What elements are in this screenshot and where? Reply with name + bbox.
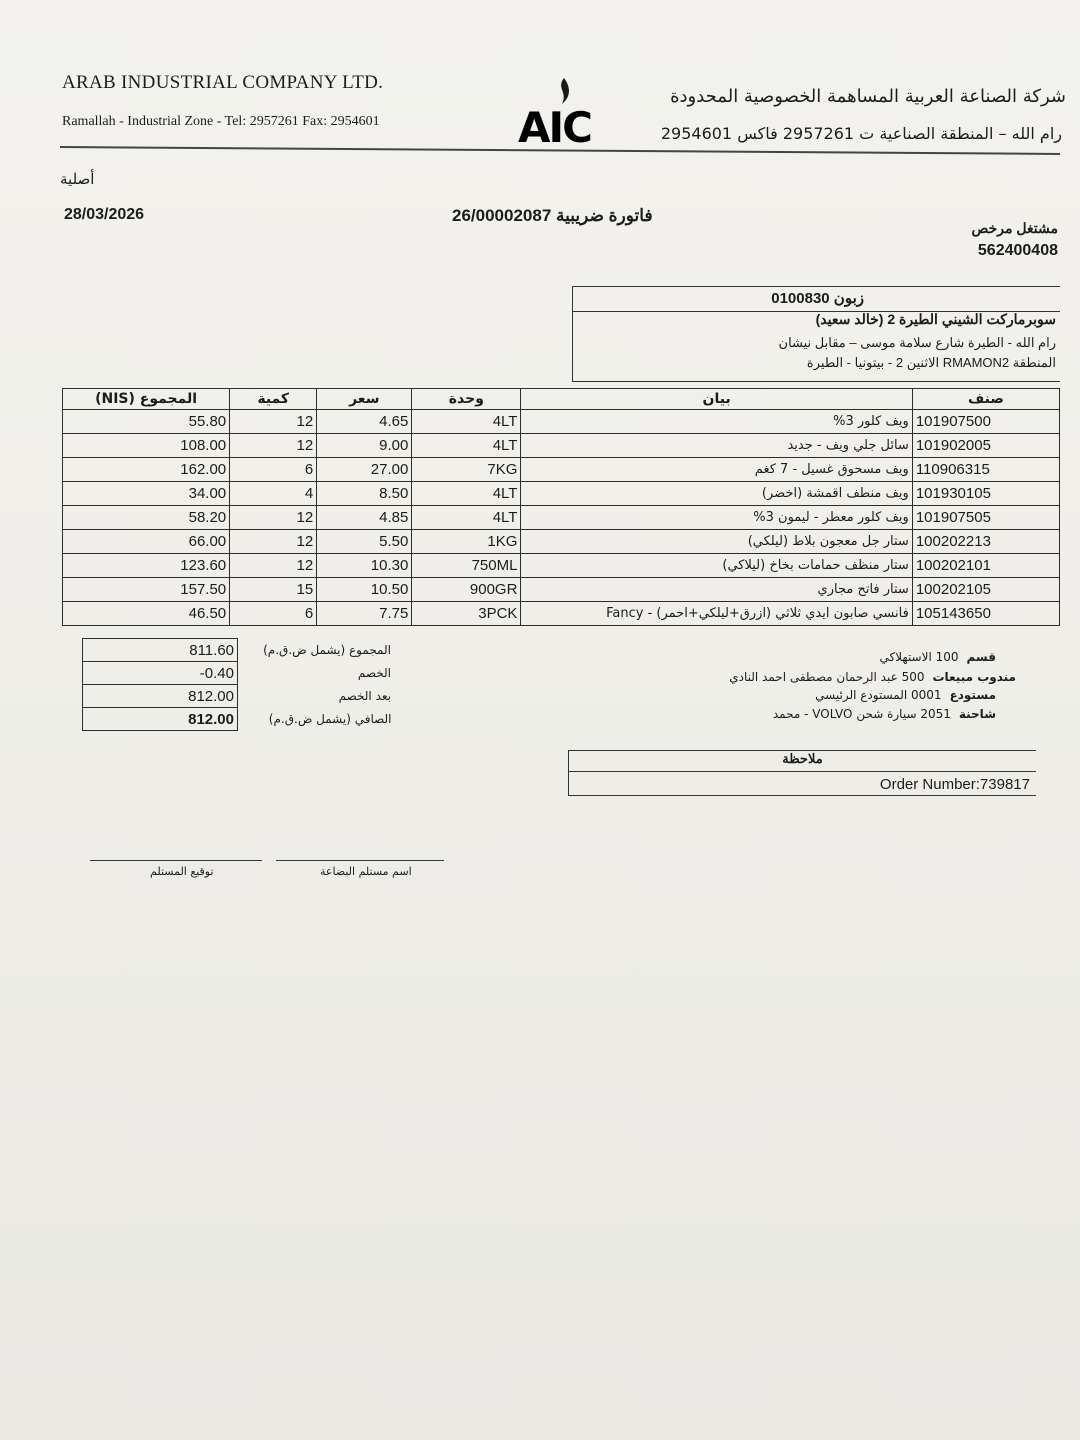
company-address-en: Ramallah - Industrial Zone - Tel: 2957261 Fax: 2954601 — [62, 114, 380, 129]
table-row — [63, 482, 1060, 506]
row-code: 100202105 — [912, 578, 1059, 602]
row-price: 8.50 — [317, 482, 412, 506]
row-unit: 4LT — [412, 434, 521, 458]
customer-id: زبون 0100830 — [771, 290, 864, 307]
row-total: 123.60 — [63, 554, 230, 578]
customer-address: رام الله - الطيرة شارع سلامة موسى – مقابل نيشان — [778, 335, 1056, 350]
row-price: 4.85 — [317, 506, 412, 530]
row-qty: 12 — [230, 554, 317, 578]
meta-truck — [773, 707, 996, 721]
warehouse-label: مستودع — [949, 688, 996, 702]
header-total: المجموع (NIS) — [63, 389, 230, 410]
dept-value: 100 الاستهلاكي — [879, 650, 959, 664]
row-qty: 12 — [230, 530, 317, 554]
totals-row-subtotal — [83, 639, 395, 662]
row-total: 162.00 — [63, 458, 230, 482]
licensed-dealer-number: 562400408 — [977, 242, 1058, 259]
row-price: 9.00 — [317, 434, 412, 458]
row-price: 27.00 — [317, 458, 412, 482]
row-qty: 12 — [230, 410, 317, 434]
header-unit: وحدة — [412, 389, 521, 410]
row-qty: 12 — [230, 434, 317, 458]
note-title: ملاحظة — [782, 751, 823, 766]
row-desc: سائل جلي ويف - جديد — [521, 434, 912, 458]
copy-type-label: أصلية — [60, 171, 95, 188]
customer-region: المنطقة RMAMON2 الاثنين 2 - بيتونيا - الطيرة — [806, 355, 1056, 370]
row-unit: 3PCK — [412, 602, 521, 626]
row-code: 110906315 — [912, 458, 1059, 482]
receiver-signature-label: توقيع المستلم — [150, 865, 214, 878]
row-desc: فانسي صابون ايدي ثلاثي (ازرق+ليلكي+احمر) - Fancy — [521, 602, 912, 626]
warehouse-value: 0001 المستودع الرئيسي — [815, 688, 942, 702]
table-row — [63, 434, 1060, 458]
totals-row-after-discount — [83, 685, 395, 708]
row-desc: ستار منظف حمامات بخاخ (ليلاكي) — [521, 554, 912, 578]
row-code: 100202101 — [912, 554, 1059, 578]
row-unit: 750ML — [412, 554, 521, 578]
row-total: 55.80 — [63, 410, 230, 434]
truck-value: 2051 سيارة شحن VOLVO - محمد — [772, 707, 951, 721]
row-price: 5.50 — [317, 530, 412, 554]
header-price: سعر — [317, 389, 412, 410]
company-name-ar: شركة الصناعة العربية المساهمة الخصوصية المحدودة — [670, 86, 1066, 107]
row-unit: 900GR — [412, 578, 521, 602]
meta-sales-rep — [729, 670, 1016, 684]
row-code: 101930105 — [912, 482, 1059, 506]
row-price: 7.75 — [317, 602, 412, 626]
dept-label: قسم — [966, 650, 996, 664]
receiver-name-label: اسم مستلم البضاعة — [320, 865, 412, 878]
aic-logo-icon — [516, 70, 606, 150]
row-desc: ويف منطف اقمشة (اخضر) — [521, 482, 912, 506]
table-row — [63, 602, 1060, 626]
row-desc: ويف كلور 3% — [521, 410, 912, 434]
row-qty: 12 — [230, 506, 317, 530]
row-price: 10.30 — [317, 554, 412, 578]
row-desc: ستار جل معجون بلاط (ليلكي) — [521, 530, 912, 554]
row-desc: ستار فاتح مجاري — [521, 578, 912, 602]
receiver-name-line — [276, 860, 444, 861]
row-total: 46.50 — [63, 602, 230, 626]
invoice-title: فاتورة ضريبية 26/00002087 — [452, 206, 653, 225]
table-row — [63, 506, 1060, 530]
discount-value: -0.40 — [83, 662, 238, 685]
header-qty: كمية — [230, 389, 317, 410]
row-qty: 15 — [230, 578, 317, 602]
row-unit: 4LT — [412, 482, 521, 506]
table-row — [63, 458, 1060, 482]
items-table — [62, 388, 1060, 626]
totals-row-net — [83, 708, 395, 731]
row-code: 105143650 — [912, 602, 1059, 626]
licensed-dealer-label: مشتغل مرخص — [971, 220, 1058, 236]
row-unit: 4LT — [412, 506, 521, 530]
row-desc: ويف كلور معطر - ليمون 3% — [521, 506, 912, 530]
row-unit: 7KG — [412, 458, 521, 482]
order-number: Order Number:739817 — [879, 776, 1030, 793]
row-code: 101907505 — [912, 506, 1059, 530]
net-label: الصافي (يشمل ض.ق.م) — [268, 712, 392, 726]
row-unit: 4LT — [412, 410, 521, 434]
row-total: 66.00 — [63, 530, 230, 554]
note-divider — [569, 771, 1036, 772]
logo-text: AIC — [518, 103, 591, 150]
company-logo — [516, 70, 606, 150]
table-row — [63, 530, 1060, 554]
rep-label: مندوب مبيعات — [932, 670, 1016, 684]
row-total: 58.20 — [63, 506, 230, 530]
receiver-signature-line — [90, 860, 262, 861]
subtotal-label: المجموع (يشمل ض.ق.م) — [263, 643, 391, 657]
header-code: صنف — [912, 389, 1059, 410]
table-row — [63, 554, 1060, 578]
row-unit: 1KG — [412, 530, 521, 554]
meta-warehouse — [815, 688, 996, 702]
after-discount-label: بعد الخصم — [338, 689, 391, 703]
row-qty: 6 — [230, 602, 317, 626]
after-discount-value: 812.00 — [83, 685, 238, 708]
customer-box — [572, 286, 1060, 382]
totals-table — [82, 638, 395, 731]
header-desc: بيان — [521, 389, 912, 410]
discount-label: الخصم — [357, 666, 391, 680]
totals-row-discount — [83, 662, 395, 685]
table-row — [63, 578, 1060, 602]
subtotal-value: 811.60 — [83, 639, 238, 662]
row-price: 10.50 — [317, 578, 412, 602]
company-address-ar: رام الله – المنطقة الصناعية ت 2957261 فاكس 2954601 — [660, 124, 1062, 143]
truck-label: شاحنة — [958, 707, 996, 721]
row-qty: 4 — [230, 482, 317, 506]
row-total: 34.00 — [63, 482, 230, 506]
note-box — [568, 750, 1036, 796]
table-row — [63, 410, 1060, 434]
row-code: 100202213 — [912, 530, 1059, 554]
row-price: 4.65 — [317, 410, 412, 434]
invoice-date: 28/03/2026 — [64, 206, 145, 223]
row-qty: 6 — [230, 458, 317, 482]
company-name-en: ARAB INDUSTRIAL COMPANY LTD. — [62, 72, 384, 93]
row-total: 108.00 — [63, 434, 230, 458]
table-header-row — [63, 389, 1060, 410]
customer-name: سوبرماركت الشيني الطيرة 2 (خالد سعيد) — [815, 311, 1056, 327]
row-total: 157.50 — [63, 578, 230, 602]
row-code: 101902005 — [912, 434, 1059, 458]
meta-department — [880, 650, 996, 664]
rep-value: 500 عبد الرحمان مصطفى احمد النادي — [729, 670, 925, 684]
row-code: 101907500 — [912, 410, 1059, 434]
net-value: 812.00 — [83, 708, 238, 731]
row-desc: ويف مسحوق غسيل - 7 كغم — [521, 458, 912, 482]
